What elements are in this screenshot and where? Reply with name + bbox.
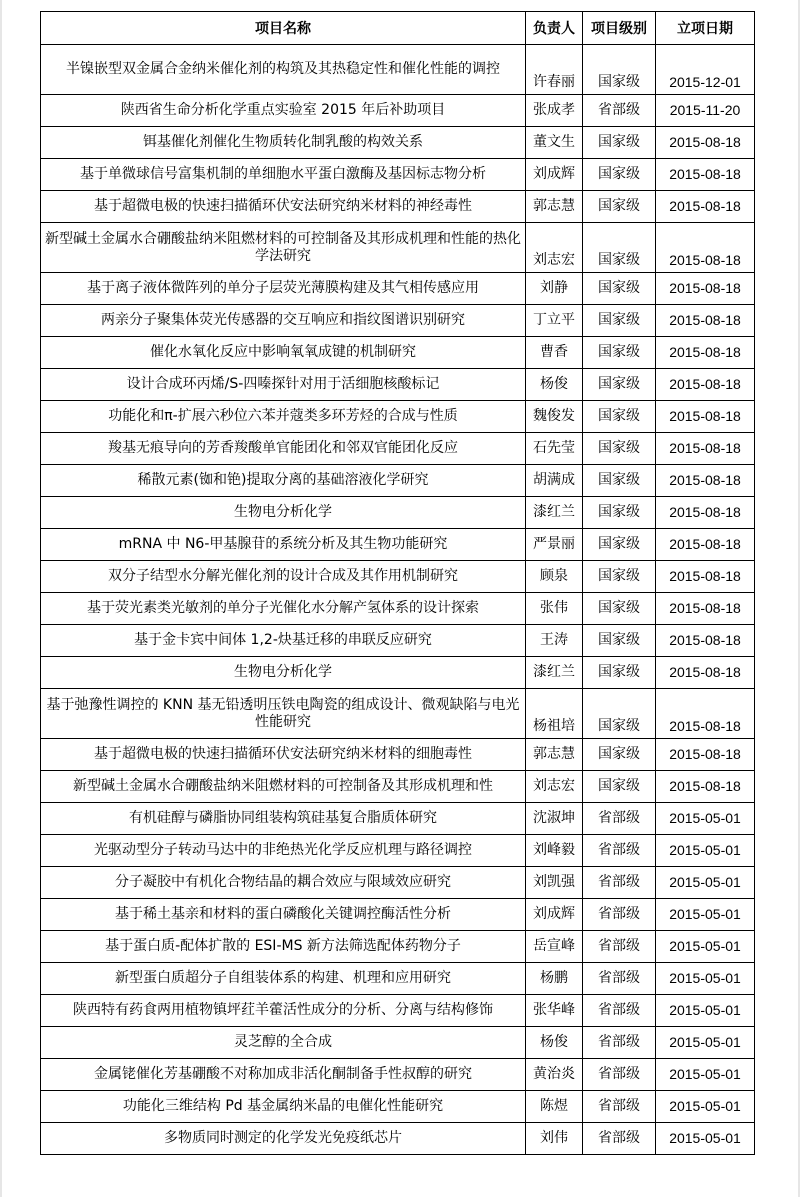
date-cell: 2015-05-01 xyxy=(656,1027,755,1059)
level-cell: 国家级 xyxy=(583,593,656,625)
table-row xyxy=(41,95,755,127)
table-row xyxy=(41,1059,755,1091)
table-row xyxy=(41,657,755,689)
table-row xyxy=(41,465,755,497)
table-row xyxy=(41,159,755,191)
header-date: 立项日期 xyxy=(656,12,755,45)
leader-cell: 王涛 xyxy=(526,625,583,657)
date-cell: 2015-08-18 xyxy=(656,337,755,369)
leader-cell: 岳宣峰 xyxy=(526,931,583,963)
project-name-cell: 分子凝胶中有机化合物结晶的耦合效应与限域效应研究 xyxy=(41,867,526,899)
level-cell: 国家级 xyxy=(583,465,656,497)
leader-cell: 杨俊 xyxy=(526,369,583,401)
table-row xyxy=(41,337,755,369)
table-row xyxy=(41,931,755,963)
table-row xyxy=(41,1027,755,1059)
table-row xyxy=(41,497,755,529)
level-cell: 国家级 xyxy=(583,433,656,465)
date-cell: 2015-08-18 xyxy=(656,771,755,803)
level-cell: 省部级 xyxy=(583,899,656,931)
leader-cell: 顾泉 xyxy=(526,561,583,593)
table-row xyxy=(41,273,755,305)
level-cell: 国家级 xyxy=(583,561,656,593)
date-cell: 2015-12-01 xyxy=(656,45,755,95)
date-cell: 2015-08-18 xyxy=(656,305,755,337)
leader-cell: 漆红兰 xyxy=(526,497,583,529)
level-cell: 国家级 xyxy=(583,273,656,305)
table-row xyxy=(41,191,755,223)
level-cell: 省部级 xyxy=(583,995,656,1027)
leader-cell: 董文生 xyxy=(526,127,583,159)
level-cell: 国家级 xyxy=(583,657,656,689)
project-name-cell: 基于弛豫性调控的 KNN 基无铅透明压铁电陶瓷的组成设计、微观缺陷与电光性能研究 xyxy=(41,689,526,739)
project-name-cell: 新型蛋白质超分子自组装体系的构建、机理和应用研究 xyxy=(41,963,526,995)
project-name-cell: 新型碱土金属水合硼酸盐纳米阻燃材料的可控制备及其形成机理和性 xyxy=(41,771,526,803)
date-cell: 2015-08-18 xyxy=(656,223,755,273)
project-name-cell: 催化水氧化反应中影响氧氧成键的机制研究 xyxy=(41,337,526,369)
table-body xyxy=(41,45,755,1155)
level-cell: 省部级 xyxy=(583,1123,656,1155)
project-name-cell: 稀散元素(铷和铯)提取分离的基础溶液化学研究 xyxy=(41,465,526,497)
level-cell: 省部级 xyxy=(583,1027,656,1059)
date-cell: 2015-08-18 xyxy=(656,657,755,689)
table-row xyxy=(41,899,755,931)
leader-cell: 郭志慧 xyxy=(526,191,583,223)
date-cell: 2015-08-18 xyxy=(656,465,755,497)
leader-cell: 张华峰 xyxy=(526,995,583,1027)
project-name-cell: 陕西特有药食两用植物镇坪荭羊藿活性成分的分析、分离与结构修饰 xyxy=(41,995,526,1027)
date-cell: 2015-08-18 xyxy=(656,593,755,625)
project-name-cell: 基于荧光素类光敏剂的单分子光催化水分解产氢体系的设计探索 xyxy=(41,593,526,625)
level-cell: 国家级 xyxy=(583,127,656,159)
header-row xyxy=(41,12,755,45)
level-cell: 国家级 xyxy=(583,191,656,223)
project-name-cell: 功能化和π-扩展六秒位六苯并蔻类多环芳烃的合成与性质 xyxy=(41,401,526,433)
project-name-cell: 半镍嵌型双金属合金纳米催化剂的构筑及其热稳定性和催化性能的调控 xyxy=(41,45,526,95)
level-cell: 省部级 xyxy=(583,931,656,963)
leader-cell: 刘成辉 xyxy=(526,899,583,931)
table-row xyxy=(41,963,755,995)
date-cell: 2015-05-01 xyxy=(656,1123,755,1155)
project-name-cell: 基于金卡宾中间体 1,2-炔基迁移的串联反应研究 xyxy=(41,625,526,657)
leader-cell: 刘伟 xyxy=(526,1123,583,1155)
project-name-cell: 双分子结型水分解光催化剂的设计合成及其作用机制研究 xyxy=(41,561,526,593)
table-row xyxy=(41,835,755,867)
table-row xyxy=(41,529,755,561)
date-cell: 2015-05-01 xyxy=(656,931,755,963)
date-cell: 2015-08-18 xyxy=(656,529,755,561)
header-level: 项目级别 xyxy=(583,12,656,45)
date-cell: 2015-08-18 xyxy=(656,127,755,159)
project-name-cell: 金属铑催化芳基硼酸不对称加成非活化酮制备手性叔醇的研究 xyxy=(41,1059,526,1091)
level-cell: 国家级 xyxy=(583,497,656,529)
level-cell: 省部级 xyxy=(583,1059,656,1091)
date-cell: 2015-08-18 xyxy=(656,689,755,739)
date-cell: 2015-05-01 xyxy=(656,1091,755,1123)
table-row xyxy=(41,689,755,739)
level-cell: 国家级 xyxy=(583,771,656,803)
level-cell: 国家级 xyxy=(583,45,656,95)
level-cell: 省部级 xyxy=(583,835,656,867)
level-cell: 省部级 xyxy=(583,867,656,899)
date-cell: 2015-08-18 xyxy=(656,497,755,529)
leader-cell: 曹香 xyxy=(526,337,583,369)
project-name-cell: 基于蛋白质-配体扩散的 ESI-MS 新方法筛选配体药物分子 xyxy=(41,931,526,963)
level-cell: 国家级 xyxy=(583,689,656,739)
level-cell: 国家级 xyxy=(583,305,656,337)
leader-cell: 张伟 xyxy=(526,593,583,625)
table-row xyxy=(41,561,755,593)
level-cell: 省部级 xyxy=(583,95,656,127)
project-name-cell: 陕西省生命分析化学重点实验室 2015 年后补助项目 xyxy=(41,95,526,127)
leader-cell: 刘成辉 xyxy=(526,159,583,191)
table-row xyxy=(41,369,755,401)
leader-cell: 严景丽 xyxy=(526,529,583,561)
table-row xyxy=(41,739,755,771)
level-cell: 国家级 xyxy=(583,337,656,369)
leader-cell: 郭志慧 xyxy=(526,739,583,771)
level-cell: 国家级 xyxy=(583,369,656,401)
table-row xyxy=(41,45,755,95)
project-name-cell: mRNA 中 N6-甲基腺苷的系统分析及其生物功能研究 xyxy=(41,529,526,561)
level-cell: 省部级 xyxy=(583,1091,656,1123)
project-name-cell: 多物质同时测定的化学发光免疫纸芯片 xyxy=(41,1123,526,1155)
leader-cell: 魏俊发 xyxy=(526,401,583,433)
leader-cell: 丁立平 xyxy=(526,305,583,337)
project-name-cell: 基于稀土基亲和材料的蛋白磷酸化关键调控酶活性分析 xyxy=(41,899,526,931)
leader-cell: 黄治炎 xyxy=(526,1059,583,1091)
project-name-cell: 生物电分析化学 xyxy=(41,497,526,529)
leader-cell: 沈淑坤 xyxy=(526,803,583,835)
level-cell: 国家级 xyxy=(583,739,656,771)
table-row xyxy=(41,625,755,657)
table-row xyxy=(41,593,755,625)
date-cell: 2015-05-01 xyxy=(656,1059,755,1091)
level-cell: 国家级 xyxy=(583,625,656,657)
date-cell: 2015-05-01 xyxy=(656,995,755,1027)
date-cell: 2015-05-01 xyxy=(656,835,755,867)
project-name-cell: 羧基无痕导向的芳香羧酸单官能团化和邻双官能团化反应 xyxy=(41,433,526,465)
project-name-cell: 功能化三维结构 Pd 基金属纳米晶的电催化性能研究 xyxy=(41,1091,526,1123)
header-leader: 负责人 xyxy=(526,12,583,45)
level-cell: 国家级 xyxy=(583,223,656,273)
project-name-cell: 两亲分子聚集体荧光传感器的交互响应和指纹图谱识别研究 xyxy=(41,305,526,337)
leader-cell: 刘志宏 xyxy=(526,771,583,803)
leader-cell: 石先莹 xyxy=(526,433,583,465)
table-row xyxy=(41,223,755,273)
leader-cell: 刘凯强 xyxy=(526,867,583,899)
level-cell: 国家级 xyxy=(583,401,656,433)
leader-cell: 刘志宏 xyxy=(526,223,583,273)
table-row xyxy=(41,803,755,835)
table-row xyxy=(41,1123,755,1155)
table-row xyxy=(41,127,755,159)
level-cell: 国家级 xyxy=(583,159,656,191)
table-row xyxy=(41,771,755,803)
date-cell: 2015-05-01 xyxy=(656,803,755,835)
leader-cell: 许春丽 xyxy=(526,45,583,95)
date-cell: 2015-08-18 xyxy=(656,739,755,771)
project-name-cell: 设计合成环丙烯/S-四嗪探针对用于活细胞核酸标记 xyxy=(41,369,526,401)
project-table xyxy=(40,11,755,1155)
date-cell: 2015-08-18 xyxy=(656,273,755,305)
project-name-cell: 灵芝醇的全合成 xyxy=(41,1027,526,1059)
date-cell: 2015-08-18 xyxy=(656,433,755,465)
project-name-cell: 生物电分析化学 xyxy=(41,657,526,689)
project-name-cell: 新型碱土金属水合硼酸盐纳米阻燃材料的可控制备及其形成机理和性能的热化学法研究 xyxy=(41,223,526,273)
date-cell: 2015-05-01 xyxy=(656,963,755,995)
project-name-cell: 基于超微电极的快速扫描循环伏安法研究纳米材料的细胞毒性 xyxy=(41,739,526,771)
leader-cell: 杨祖培 xyxy=(526,689,583,739)
project-name-cell: 光驱动型分子转动马达中的非绝热光化学反应机理与路径调控 xyxy=(41,835,526,867)
date-cell: 2015-08-18 xyxy=(656,401,755,433)
header-project-name: 项目名称 xyxy=(41,12,526,45)
table-row xyxy=(41,305,755,337)
leader-cell: 张成孝 xyxy=(526,95,583,127)
date-cell: 2015-08-18 xyxy=(656,369,755,401)
date-cell: 2015-08-18 xyxy=(656,191,755,223)
date-cell: 2015-11-20 xyxy=(656,95,755,127)
project-name-cell: 有机硅醇与磷脂协同组装构筑硅基复合脂质体研究 xyxy=(41,803,526,835)
leader-cell: 杨鹏 xyxy=(526,963,583,995)
table-row xyxy=(41,995,755,1027)
table-row xyxy=(41,1091,755,1123)
table-row xyxy=(41,433,755,465)
table-row xyxy=(41,867,755,899)
date-cell: 2015-05-01 xyxy=(656,899,755,931)
left-border xyxy=(0,0,2,1197)
leader-cell: 刘峰毅 xyxy=(526,835,583,867)
date-cell: 2015-08-18 xyxy=(656,561,755,593)
level-cell: 省部级 xyxy=(583,803,656,835)
leader-cell: 胡满成 xyxy=(526,465,583,497)
leader-cell: 刘静 xyxy=(526,273,583,305)
level-cell: 国家级 xyxy=(583,529,656,561)
project-name-cell: 铒基催化剂催化生物质转化制乳酸的构效关系 xyxy=(41,127,526,159)
project-name-cell: 基于离子液体微阵列的单分子层荧光薄膜构建及其气相传感应用 xyxy=(41,273,526,305)
level-cell: 省部级 xyxy=(583,963,656,995)
leader-cell: 陈煜 xyxy=(526,1091,583,1123)
table-row xyxy=(41,401,755,433)
date-cell: 2015-08-18 xyxy=(656,159,755,191)
project-name-cell: 基于超微电极的快速扫描循环伏安法研究纳米材料的神经毒性 xyxy=(41,191,526,223)
date-cell: 2015-05-01 xyxy=(656,867,755,899)
project-name-cell: 基于单微球信号富集机制的单细胞水平蛋白激酶及基因标志物分析 xyxy=(41,159,526,191)
leader-cell: 漆红兰 xyxy=(526,657,583,689)
date-cell: 2015-08-18 xyxy=(656,625,755,657)
leader-cell: 杨俊 xyxy=(526,1027,583,1059)
